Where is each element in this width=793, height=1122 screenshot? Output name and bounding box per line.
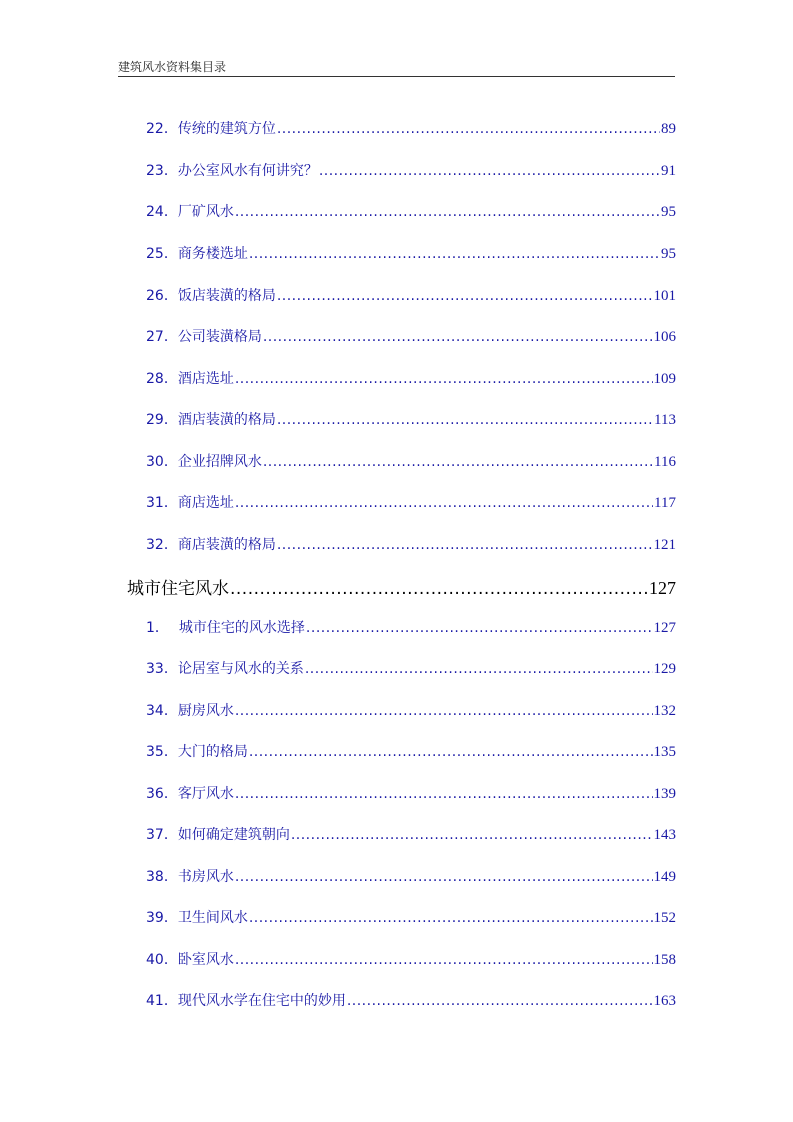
toc-entry-page: 135 [653,744,676,760]
toc-section-page: 127 [649,578,676,598]
toc-entry[interactable] [146,492,676,512]
toc-entry[interactable] [146,907,676,927]
toc-section-title: 城市住宅风水 [127,579,229,599]
toc-entry-number: 36． [146,786,178,802]
toc-entry[interactable] [146,700,676,720]
toc-entry-title: 厂矿风水 [177,204,234,220]
toc-entry[interactable] [146,409,676,429]
toc-entry-title: 商店装潢的格局 [177,537,276,553]
toc-entry[interactable] [146,617,676,637]
toc-leader-dots [291,827,653,843]
toc-leader-dots [277,121,660,137]
toc-entry[interactable] [146,243,676,263]
toc-entry-number: 32． [146,537,178,553]
toc-entry-page: 158 [653,952,676,968]
toc-entry-page: 113 [654,412,676,428]
toc-entry-title: 饭店装潢的格局 [177,288,276,304]
toc-entry-number: 41． [146,993,178,1009]
toc-entry-page: 106 [653,329,676,345]
toc-leader-dots [305,661,653,677]
toc-entry-number: 37． [146,827,178,843]
toc-entry-title: 卧室风水 [177,952,234,968]
toc-entry-number: 40． [146,952,178,968]
toc-entry-page: 127 [653,620,676,636]
toc-entry-page: 149 [653,869,676,885]
toc-entry-number: 24． [146,204,178,220]
toc-entry-title: 公司装潢格局 [177,329,262,345]
toc-entry[interactable] [146,824,676,844]
toc-entry-page: 89 [661,121,676,137]
toc-entry-number: 23． [146,163,178,179]
toc-leader-dots [235,703,653,719]
toc-entry[interactable] [146,451,676,471]
toc-entry-number: 25． [146,246,178,262]
toc-entry-number: 33． [146,661,178,677]
toc-entry-number: 22． [146,121,178,137]
toc-leader-dots [263,454,653,470]
toc-entry[interactable] [146,160,676,180]
toc-entry-title: 现代风水学在住宅中的妙用 [177,993,346,1009]
toc-entry[interactable] [146,949,676,969]
toc-entry[interactable] [146,118,676,138]
toc-leader-dots [277,288,653,304]
toc-entry-title: 酒店装潢的格局 [177,412,276,428]
toc-leader-dots [235,869,653,885]
toc-leader-dots [277,537,653,553]
toc-entry-number: 1． [146,620,169,636]
toc-entry-number: 31． [146,495,178,511]
toc-leader-dots [263,329,653,345]
toc-entry-title: 论居室与风水的关系 [177,661,304,677]
toc-entry[interactable] [146,285,676,305]
toc-leader-dots [230,579,648,599]
toc-entry-number: 30． [146,454,178,470]
toc-entry-number: 26． [146,288,178,304]
toc-entry[interactable] [146,866,676,886]
toc-entry-title: 大门的格局 [177,744,248,760]
toc-entry-number: 35． [146,744,178,760]
toc-entry[interactable] [146,201,676,221]
toc-entry-title: 城市住宅的风水选择 [178,620,305,636]
toc-entry-title: 办公室风水有何讲究？ [177,163,318,179]
toc-entry-page: 109 [653,371,676,387]
toc-entry-title: 商店选址 [177,495,234,511]
toc-entry-title: 企业招牌风水 [177,454,262,470]
toc-entry[interactable] [146,534,676,554]
toc-entry-title: 客厅风水 [177,786,234,802]
toc-entry-page: 143 [653,827,676,843]
toc-leader-dots [249,910,653,926]
toc-entry[interactable] [146,990,676,1010]
toc-entry-page: 129 [653,661,676,677]
toc-leader-dots [277,412,653,428]
toc-entry-page: 116 [654,454,676,470]
toc-leader-dots [319,163,660,179]
toc-entry-title: 酒店选址 [177,371,234,387]
toc-entry-page: 163 [653,993,676,1009]
toc-leader-dots [235,786,653,802]
toc-entry[interactable] [146,741,676,761]
toc-entry[interactable] [146,326,676,346]
toc-leader-dots [235,204,660,220]
toc-leader-dots [306,620,653,636]
toc-entry-page: 139 [653,786,676,802]
toc-entry-page: 91 [661,163,676,179]
toc-entry[interactable] [146,368,676,388]
toc-entry-number: 39． [146,910,178,926]
toc-entry-page: 95 [661,246,676,262]
header-title: 建筑风水资料集目录 [118,60,227,74]
toc-entry-title: 如何确定建筑朝向 [177,827,290,843]
toc-entry-number: 28． [146,371,178,387]
toc-entry-page: 95 [661,204,676,220]
toc-entry-page: 121 [653,537,676,553]
toc-leader-dots [235,371,653,387]
toc-entry-title: 商务楼选址 [177,246,248,262]
toc-entry-page: 132 [653,703,676,719]
toc-entry-page: 101 [653,288,676,304]
toc-leader-dots [249,246,660,262]
toc-entry-title: 厨房风水 [177,703,234,719]
toc-leader-dots [235,952,653,968]
toc-entry-number: 29． [146,412,178,428]
page-header [118,58,675,77]
toc-entry-page: 152 [653,910,676,926]
toc-leader-dots [347,993,653,1009]
toc-entry-number: 34． [146,703,178,719]
toc-entry-title: 书房风水 [177,869,234,885]
toc-entry-number: 27． [146,329,178,345]
toc-entry-number: 38． [146,869,178,885]
toc-entry-title: 卫生间风水 [177,910,248,926]
toc-entry[interactable] [146,783,676,803]
toc-entry-title: 传统的建筑方位 [177,121,276,137]
toc-leader-dots [235,495,653,511]
toc-leader-dots [249,744,653,760]
toc-entry-page: 117 [654,495,676,511]
toc-entry[interactable] [146,658,676,678]
toc-section-heading[interactable] [127,574,676,599]
